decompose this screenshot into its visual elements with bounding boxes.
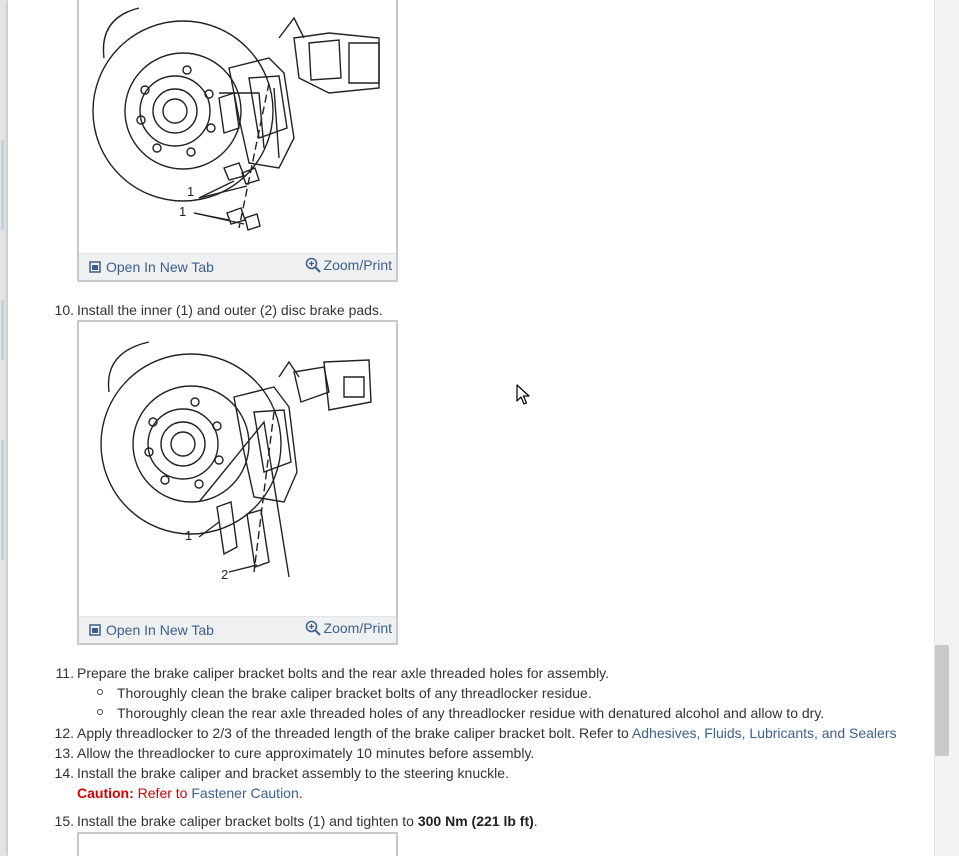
subitem-text: Thoroughly clean the rear axle threaded holes of any threadlocker residue with denatured alcohol and allow to dry. [117,705,825,721]
step-text: Install the brake caliper and bracket assembly to the steering knuckle. [77,765,509,781]
figure-2-zoom-print-button[interactable] [305,620,392,636]
step-text: Apply threadlocker to 2/3 of the threaded length of the brake caliper bracket bolt. Refer to [77,725,632,741]
mouse-cursor-icon [516,384,530,406]
zoom-print-label: Zoom/Print [323,257,392,273]
scrollbar-thumb[interactable] [935,645,949,756]
figure-2 [77,320,398,645]
zoom-print-label: Zoom/Print [323,620,392,636]
subitem-text: Thoroughly clean the brake caliper bracket bolts of any threadlocker residue. [117,685,592,701]
step-11-subitem-2 [117,703,824,723]
step-end: . [533,813,538,829]
open-new-tab-icon [89,624,101,636]
figure-1-zoom-print-button[interactable] [305,257,392,273]
step-number: 10. [54,302,74,318]
step-12 [54,723,897,743]
step-13 [54,743,535,763]
torque-spec: 300 Nm (221 lb ft) [417,813,534,829]
content-page [8,0,934,856]
step-10 [54,300,383,320]
figure-2-open-new-tab-button[interactable] [89,622,214,638]
figure-2-toolbar [79,616,396,643]
caution-text: Refer to [137,785,192,801]
figure-1-toolbar [79,253,396,280]
figure-2-illustration [79,322,396,617]
open-new-tab-label: Open In New Tab [106,259,214,275]
figure-3 [77,832,398,856]
figure-2-callout-1: 1 [185,528,193,543]
step-text: Prepare the brake caliper bracket bolts and the rear axle threaded holes for assembly. [77,665,610,681]
step-text: Install the brake caliper bracket bolts (1) and tighten to [77,813,418,829]
figure-2-callout-2: 2 [221,567,229,582]
adhesives-fluids-link[interactable]: Adhesives, Fluids, Lubricants, and Sealers [631,725,897,741]
zoom-icon [305,620,321,636]
step-11 [55,663,610,683]
bullet-icon [97,689,103,695]
left-edge [0,0,8,856]
step-number: 14. [54,765,74,781]
figure-1-illustration [79,0,396,254]
step-text: Allow the threadlocker to cure approximately 10 minutes before assembly. [77,745,535,761]
step-11-subitem-1 [117,683,592,703]
fastener-caution-link[interactable]: Fastener Caution [191,785,299,801]
step-number: 13. [54,745,74,761]
step-15 [54,811,538,831]
caution-label: Caution: [77,785,134,801]
figure-1-open-new-tab-button[interactable] [89,259,214,275]
step-14 [54,763,509,783]
figure-1-callout-1a: 1 [187,184,195,199]
open-new-tab-label: Open In New Tab [106,622,214,638]
caution-end: . [298,785,303,801]
zoom-icon [305,257,321,273]
figure-1-callout-1b: 1 [179,204,187,219]
open-new-tab-icon [89,261,101,273]
step-number: 11. [55,665,74,681]
figure-1 [77,0,398,282]
step-number: 12. [54,725,74,741]
step-14-caution [77,783,303,803]
bullet-icon [97,709,103,715]
step-number: 15. [54,813,74,829]
step-text: Install the inner (1) and outer (2) disc brake pads. [77,302,383,318]
